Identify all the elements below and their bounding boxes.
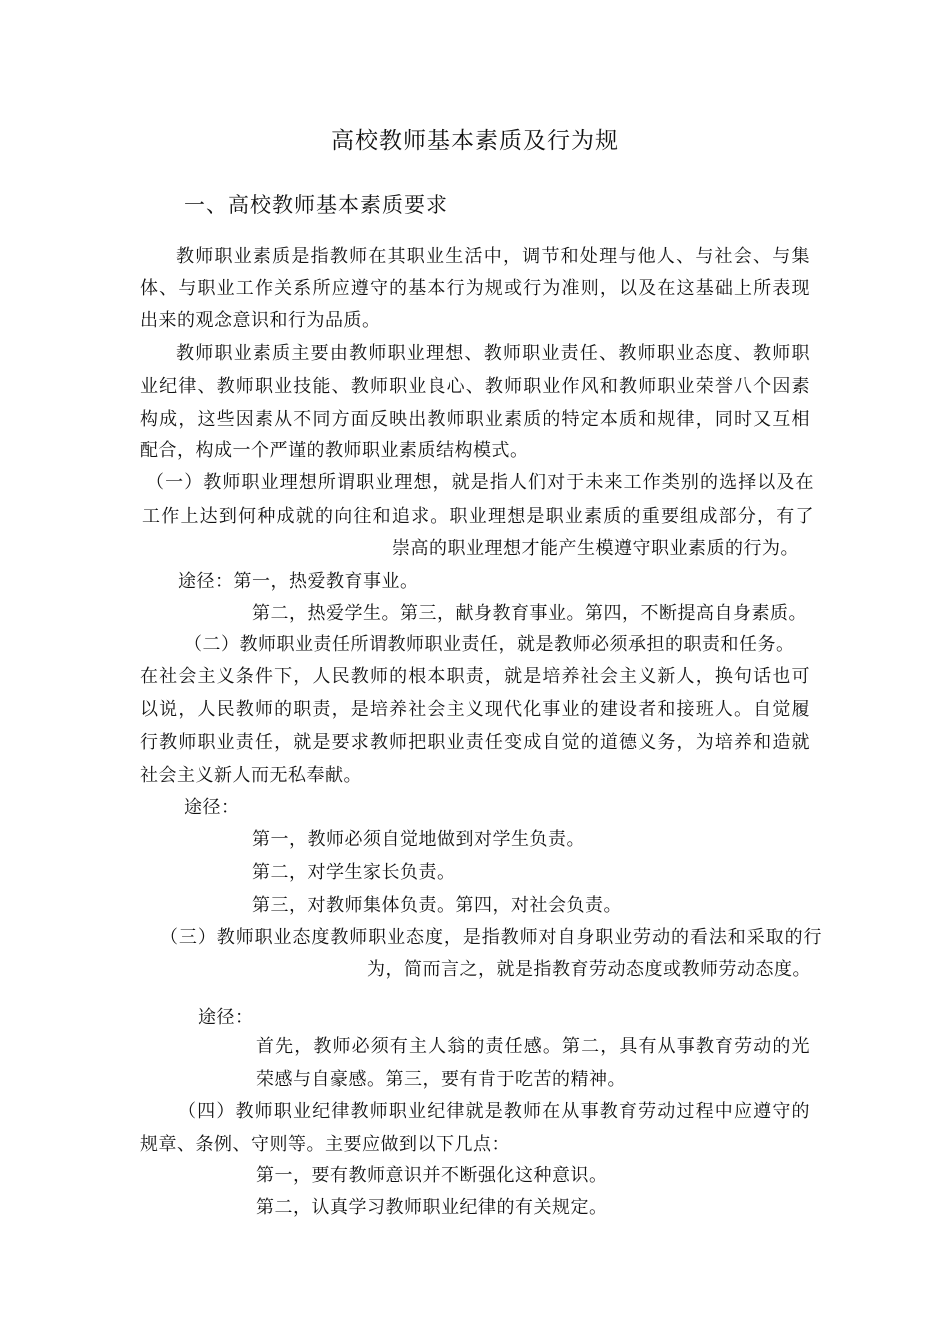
paragraph-line: （三）教师职业态度教师职业态度，是指教师对自身职业劳动的看法和采取的行 [160, 927, 822, 948]
paragraph-line: 出来的观念意识和行为品质。 [140, 310, 381, 331]
document-title: 高校教师基本素质及行为规 [331, 128, 619, 154]
paragraph-line: 配合，构成一个严谨的教师职业素质结构模式。 [140, 440, 529, 461]
paragraph-line: 第二，热爱学生。第三，献身教育事业。第四，不断提高自身素质。 [252, 603, 807, 624]
paragraph-line: 第一，教师必须自觉地做到对学生负责。 [252, 829, 585, 850]
paragraph-line: 荣感与自豪感。第三，要有肯于吃苦的精神。 [256, 1069, 626, 1090]
paragraph-line: 第二，认真学习教师职业纪律的有关规定。 [256, 1197, 608, 1218]
paragraph-line: 构成，这些因素从不同方面反映出教师职业素质的特定本质和规律，同时又互相 [140, 409, 810, 430]
paragraph-line: 第二，对学生家长负责。 [252, 862, 456, 883]
paragraph-line: （一）教师职业理想所谓职业理想，就是指人们对于未来工作类别的选择以及在 [146, 472, 814, 493]
paragraph-line: 社会主义新人而无私奉献。 [140, 765, 362, 786]
paragraph-line: 途径：第一，热爱教育事业。 [178, 571, 419, 592]
paragraph-line: （二）教师职业责任所谓教师职业责任，就是教师必须承担的职责和任务。 [184, 634, 795, 655]
paragraph-line: 教师职业素质主要由教师职业理想、教师职业责任、教师职业态度、教师职 [176, 343, 810, 364]
paragraph-line: 途径： [198, 1007, 254, 1028]
paragraph-line: 崇高的职业理想才能产生模遵守职业素质的行为。 [392, 538, 799, 559]
paragraph-line: 工作上达到何种成就的向往和追求。职业理想是职业素质的重要组成部分，有了 [142, 506, 814, 527]
paragraph-line: 以说，人民教师的职责，是培养社会主义现代化事业的建设者和接班人。自觉履 [140, 699, 810, 720]
paragraph-line: 行教师职业责任，就是要求教师把职业责任变成自觉的道德义务，为培养和造就 [140, 732, 810, 753]
paragraph-line: 教师职业素质是指教师在其职业生活中，调节和处理与他人、与社会、与集 [176, 246, 810, 267]
paragraph-line: 规章、条例、守则等。主要应做到以下几点： [140, 1134, 510, 1155]
paragraph-line: 业纪律、教师职业技能、教师职业良心、教师职业作风和教师职业荣誉八个因素 [140, 376, 810, 397]
paragraph-line: 第三，对教师集体负责。第四，对社会负责。 [252, 895, 622, 916]
paragraph-line: 途径： [184, 797, 240, 818]
paragraph-line: 第一，要有教师意识并不断强化这种意识。 [256, 1165, 608, 1186]
paragraph-line: 体、与职业工作关系所应遵守的基本行为规或行为准则，以及在这基础上所表现 [140, 278, 810, 299]
paragraph-line: 为，简而言之，就是指教育劳动态度或教师劳动态度。 [367, 959, 811, 980]
paragraph-line: 首先，教师必须有主人翁的责任感。第二，具有从事教育劳动的光 [256, 1036, 810, 1057]
section-heading: 一、高校教师基本素质要求 [184, 193, 448, 217]
paragraph-line: （四）教师职业纪律教师职业纪律就是教师在从事教育劳动过程中应遵守的 [178, 1101, 810, 1122]
paragraph-line: 在社会主义条件下，人民教师的根本职责，就是培养社会主义新人，换句话也可 [140, 666, 810, 687]
